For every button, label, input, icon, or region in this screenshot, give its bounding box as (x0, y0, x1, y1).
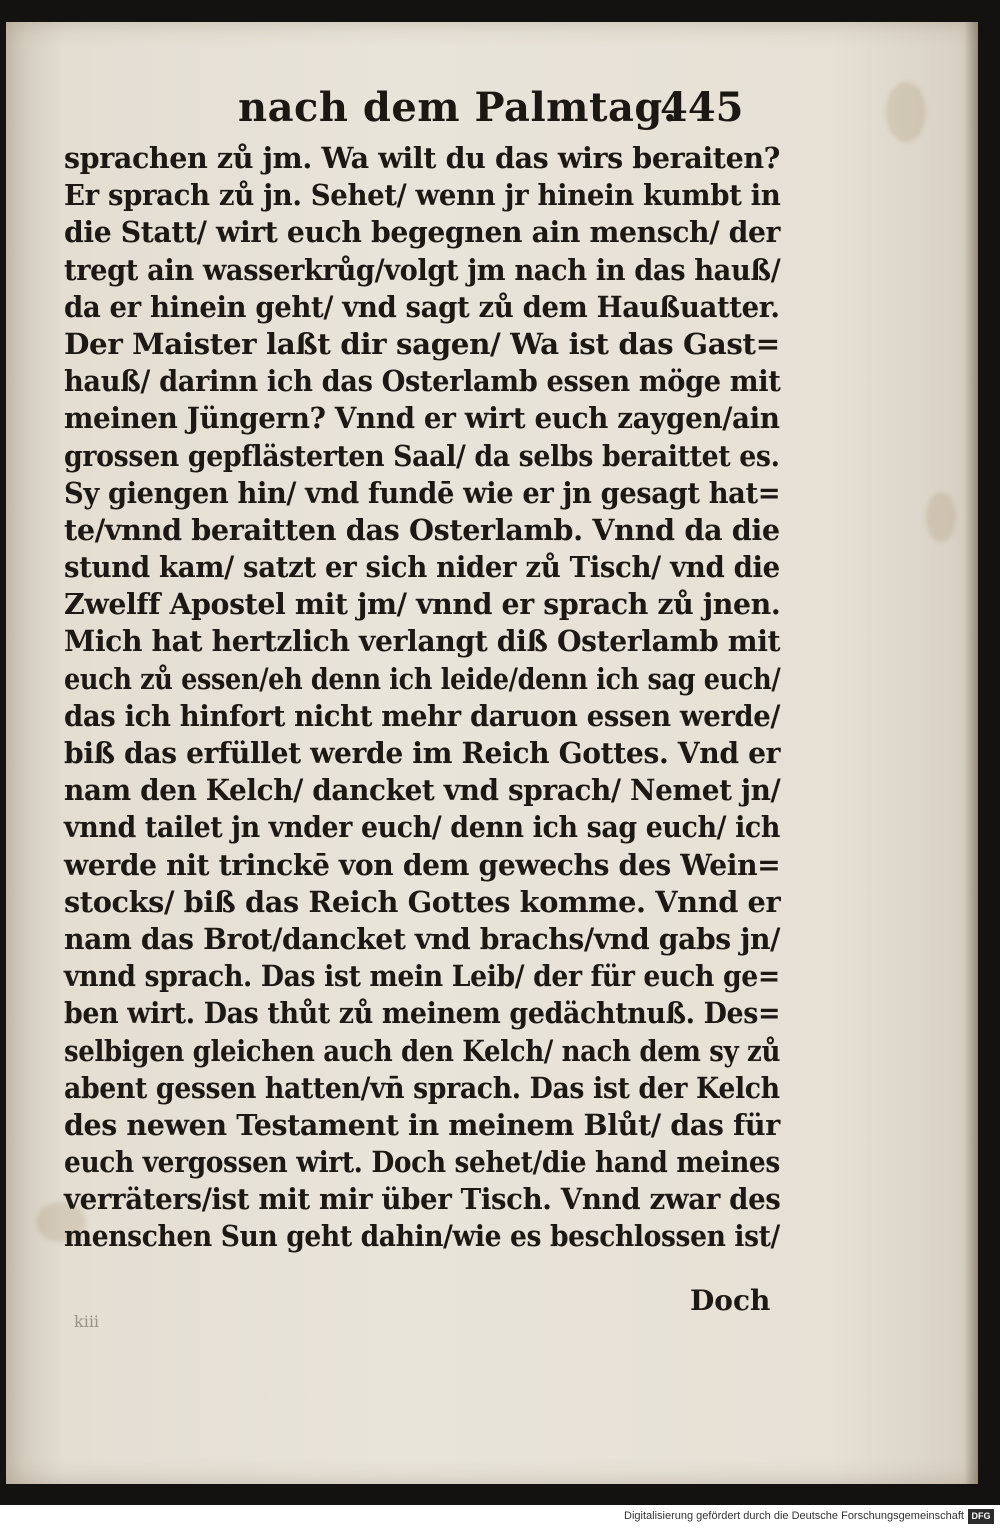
digitization-footer (0, 1505, 1000, 1530)
footer-credit: Digitalisierung gefördert durch die Deutsche Forschungsgemeinschaft (624, 1510, 964, 1522)
running-title: nach dem Palmtag. (238, 84, 678, 131)
text-line: die Statt/ wirt euch begegnen ain mensch/ der (64, 215, 781, 250)
text-line: das ich hinfort nicht mehr daruon essen werde/ (64, 698, 781, 733)
paper-stain (886, 82, 926, 142)
text-line: Zwelff Apostel mit jm/ vnnd er sprach zů jnen. (64, 587, 781, 622)
page-number: 445 (660, 84, 744, 131)
text-line: te/vnnd beraitten das Osterlamb. Vnnd da die (64, 512, 780, 547)
text-line: Der Maister laßt dir sagen/ Wa ist das Gast= (64, 326, 780, 361)
running-header (238, 84, 778, 144)
text-line: vnnd tailet jn vnder euch/ denn ich sag euch/ ich (64, 810, 781, 845)
text-line: biß das erfüllet werde im Reich Gottes. Vnd er (64, 736, 781, 770)
text-line: vnnd sprach. Das ist mein Leib/ der für euch ge= (64, 959, 780, 994)
paper-stain (926, 492, 956, 542)
text-line: stocks/ biß das Reich Gottes komme. Vnnd er (64, 884, 781, 919)
text-line: Mich hat hertzlich verlangt diß Osterlamb mit (64, 624, 781, 659)
text-line: euch vergossen wirt. Doch sehet/die hand meines (64, 1145, 780, 1180)
text-line: selbigen gleichen auch den Kelch/ nach dem sy zů (64, 1033, 781, 1068)
text-line: meinen Jüngern? Vnnd er wirt euch zaygen/ain (64, 401, 780, 436)
text-line: sprachen zů jm. Wa wilt du das wirs beraiten? (64, 141, 781, 175)
text-line: grossen gepflästerten Saal/ da selbs beraittet es. (64, 438, 780, 473)
text-line: abent gessen hatten/vn̄ sprach. Das ist der Kelch (64, 1070, 780, 1105)
text-line: werde nit trinckē von dem gewechs des Wein= (64, 847, 781, 882)
dfg-logo: DFG (968, 1509, 994, 1524)
text-line: menschen Sun geht dahin/wie es beschlossen ist/ (64, 1219, 780, 1254)
body-text (64, 140, 780, 1256)
text-line: hauß/ darinn ich das Osterlamb essen möge mit (64, 364, 781, 399)
text-line: nam den Kelch/ dancket vnd sprach/ Nemet jn/ (64, 773, 781, 808)
text-line: stund kam/ satzt er sich nider zů Tisch/ vnd die (64, 550, 780, 585)
text-line: des newen Testament in meinem Blůt/ das für (64, 1107, 780, 1142)
text-line: euch zů essen/eh denn ich leide/denn ich sag euch/ (64, 661, 781, 696)
text-line: nam das Brot/dancket vnd brachs/vnd gabs jn/ (64, 921, 781, 956)
text-line: tregt ain wasserkrůg/volgt jm nach in das hauß/ (64, 252, 781, 287)
text-line: Sy giengen hin/ vnd fundē wie er jn gesagt hat= (64, 475, 781, 510)
text-line: da er hinein geht/ vnd sagt zů dem Haußuatter. (64, 289, 780, 324)
text-line: verräters/ist mit mir über Tisch. Vnnd zwar des (64, 1182, 781, 1217)
page-edge-shadow (964, 22, 978, 1484)
text-line: ben wirt. Das thůt zů meinem gedächtnuß. Des= (64, 996, 781, 1031)
text-line: Er sprach zů jn. Sehet/ wenn jr hinein kumbt in (64, 178, 781, 213)
marginal-smudge: kiii (74, 1312, 100, 1331)
catchword: Doch (690, 1284, 771, 1317)
